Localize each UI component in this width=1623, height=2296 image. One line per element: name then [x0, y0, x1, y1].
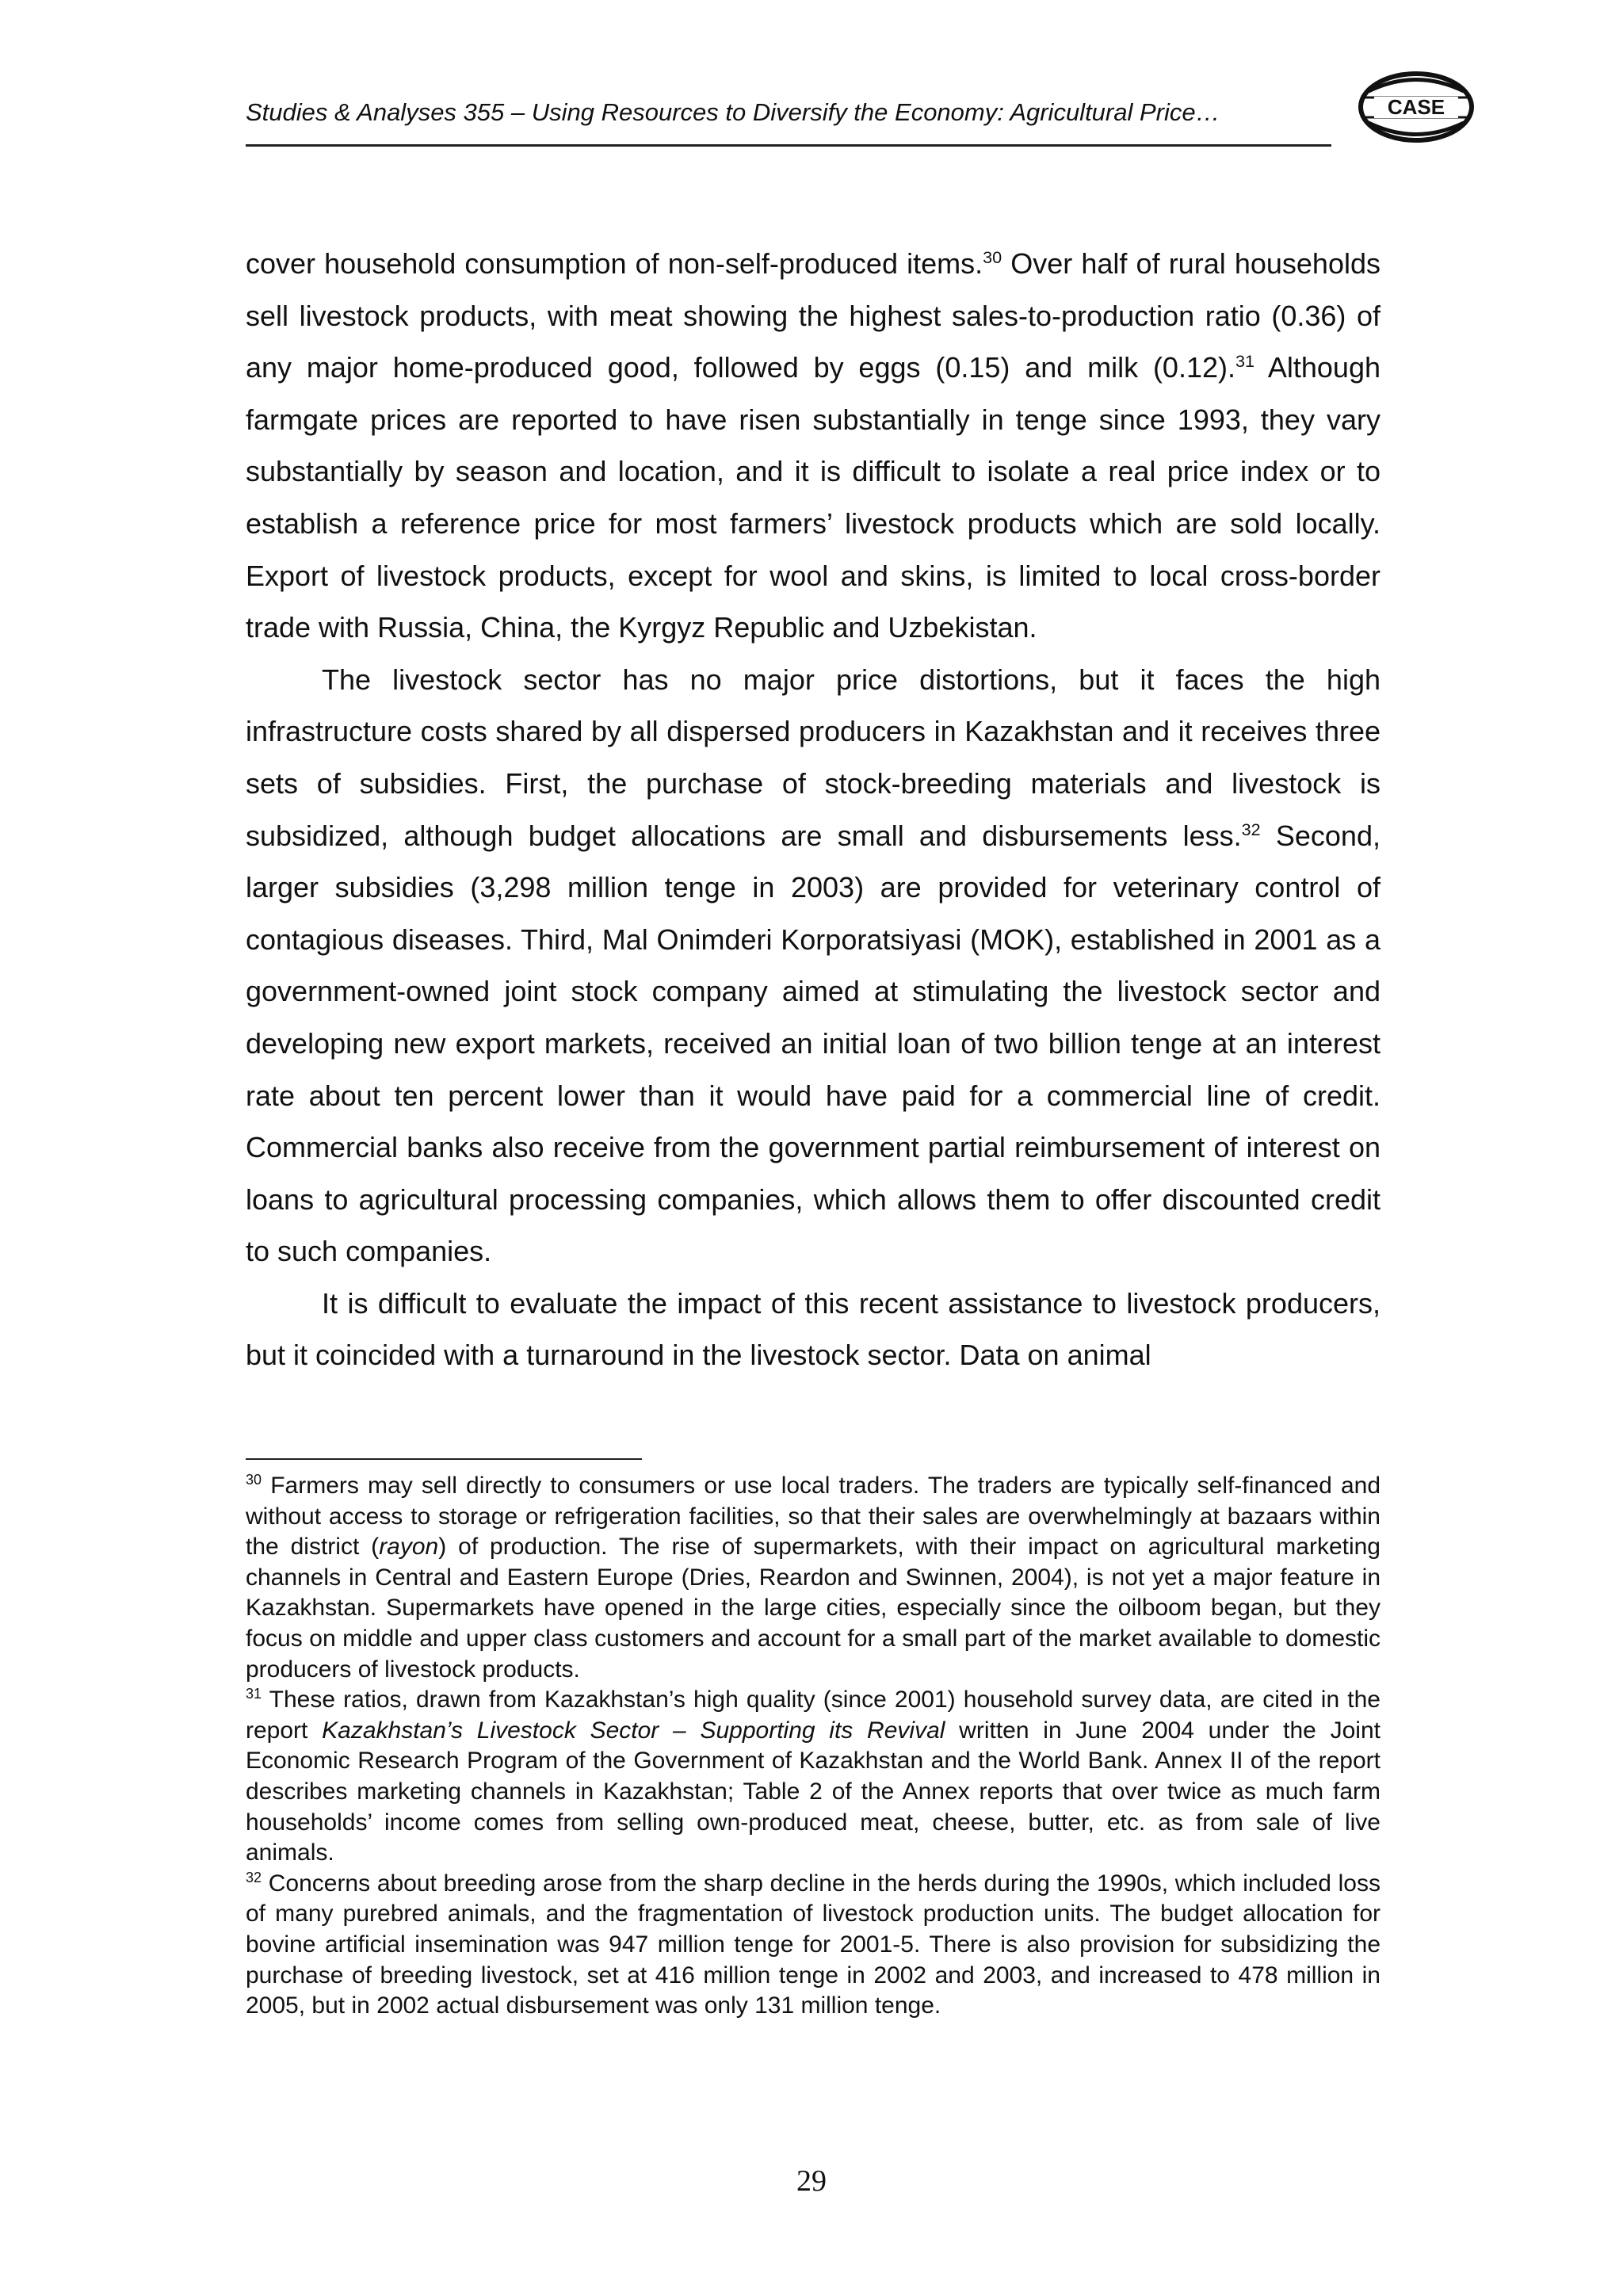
paragraph-2: [246, 654, 1381, 1278]
italic-text: Kazakhstan’s Livestock Sector – Supporting its Revival: [322, 1717, 945, 1744]
text-run: Second, larger subsidies (3,298 million tenge in 2003) are provided for veterinary control of contagious diseases. Third, Mal Onimderi Korporatsiyasi (MOK), established in 2001 as a government-owned joint stock company aimed at stimulating the livestock sector and developing new export markets, received an initial loan of two billion tenge at an interest rate about ten percent lower than it would have paid for a commercial line of credit. Commercial banks also receive from the government partial reimbursement of interest on loans to agricultural processing companies, which allows them to offer discounted credit to such companies.: [246, 819, 1381, 1268]
running-header: [246, 87, 1331, 147]
text-run: These ratios, drawn from Kazakhstan’s high quality (since 2001) household survey data, are cited in the report: [246, 1687, 1381, 1744]
footnote-reference: 30: [983, 247, 1002, 267]
footnote-31: [246, 1685, 1381, 1869]
italic-text: rayon: [379, 1534, 439, 1561]
text-run: It is difficult to evaluate the impact of this recent assistance to livestock producers, but it coincided with a turnaround in the livestock sector. Data on animal: [246, 1286, 1381, 1372]
text-run: Farmers may sell directly to consumers or use local traders. The traders are typically self-financed and without access to storage or refrigeration facilities, so that their sales are overwhelmingly at bazaars within the district (: [246, 1473, 1381, 1561]
case-logo-text: CASE: [1387, 95, 1445, 119]
text-run: ) of production. The rise of supermarkets, with their impact on agricultural marketing channels in Central and Eastern Europe (Dries, Reardon and Swinnen, 2004), is not yet a major feature in Kazakhstan. Supermarkets have opened in the large cities, especially since the oilboom began, but they focus on middle and upper class customers and account for a small part of the market available to domestic producers of livestock products.: [246, 1534, 1381, 1683]
paragraph-3: [246, 1278, 1381, 1381]
case-logo: [1357, 70, 1476, 145]
text-run: Over half of rural households sell livestock products, with meat showing the highest sales-to-production ratio (0.36) of any major home-produced good, followed by eggs (0.15) and milk (0.12).: [246, 247, 1381, 384]
text-run: cover household consumption of non-self-produced items.: [246, 247, 983, 280]
text-run: written in June 2004 under the Joint Economic Research Program of the Government of Kazakhstan and the World Bank. Annex II of the report describes marketing channels in Kazakhstan; Table 2 of the Annex reports that over twice as much farm households’ income comes from selling own-produced meat, cheese, butter, etc. as from sale of live animals.: [246, 1717, 1381, 1866]
footnote-number: 31: [246, 1686, 262, 1702]
paragraph-1: [246, 238, 1381, 654]
header-title: Studies & Analyses 355 – Using Resources to Diversify the Economy: Agricultural Price…: [246, 98, 1220, 126]
footnote-32: [246, 1869, 1381, 2022]
page-number: 29: [796, 2164, 827, 2198]
text-run: Concerns about breeding arose from the sharp decline in the herds during the 1990s, which included loss of many purebred animals, and the fragmentation of livestock production units. The budget allocation for bovine artificial insemination was 947 million tenge for 2001-5. There is also provision for subsidizing the purchase of breeding livestock, set at 416 million tenge in 2002 and 2003, and increased to 478 million in 2005, but in 2002 actual disbursement was only 131 million tenge.: [246, 1870, 1381, 2019]
footnote-number: 32: [246, 1869, 262, 1885]
footnote-separator: [246, 1458, 642, 1460]
footnotes: [246, 1471, 1381, 2022]
text-run: Although farmgate prices are reported to have risen substantially in tenge since 1993, they vary substantially by season and location, and it is difficult to isolate a real price index or to establish a reference price for most farmers’ livestock products which are sold locally. Export of livestock products, except for wool and skins, is limited to local cross-border trade with Russia, China, the Kyrgyz Republic and Uzbekistan.: [246, 351, 1381, 644]
footnote-number: 30: [246, 1472, 262, 1488]
footnote-30: [246, 1471, 1381, 1685]
footnote-reference: 31: [1235, 351, 1255, 372]
body-text: [246, 238, 1381, 1381]
text-run: The livestock sector has no major price distortions, but it faces the high infrastructure costs shared by all dispersed producers in Kazakhstan and it receives three sets of subsidies. First, the purchase of stock-breeding materials and livestock is subsidized, although budget allocations are small and disbursements less.: [246, 663, 1381, 852]
footnote-reference: 32: [1241, 819, 1261, 839]
